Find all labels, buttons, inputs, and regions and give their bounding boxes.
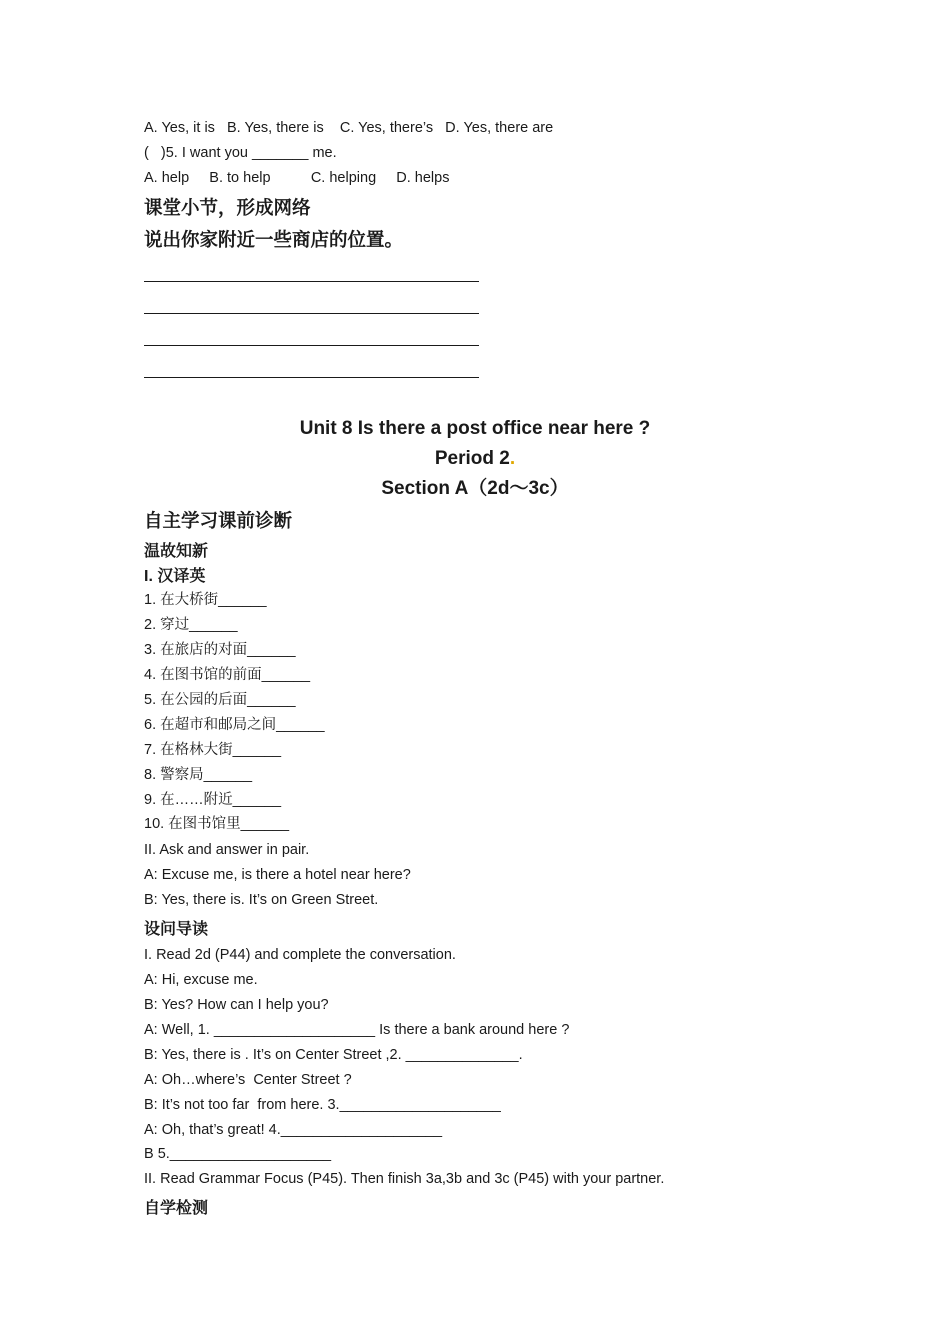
unit-title: Unit 8 Is there a post office near here ? xyxy=(299,418,651,439)
period-dot: . xyxy=(509,448,516,469)
answer-line-1 xyxy=(144,281,479,282)
review-heading: 温故知新 xyxy=(144,543,209,560)
translation-item: 6. 在超市和邮局之间______ xyxy=(144,717,325,733)
part1-heading: I. 汉译英 xyxy=(144,568,206,585)
translation-item: 1. 在大桥街______ xyxy=(144,592,267,608)
section-title: Section A（2d～3c） xyxy=(381,478,569,499)
answer-line-4 xyxy=(144,377,479,378)
period-label: Period 2 xyxy=(434,448,510,469)
answer-line-2 xyxy=(144,313,479,314)
conversation-line: A: Oh, that’s great! 4.____________________ xyxy=(144,1122,443,1138)
summary-prompt: 说出你家附近一些商店的位置。 xyxy=(144,229,404,250)
dialogue-line: B: Yes, there is. It’s on Green Street. xyxy=(144,892,379,908)
summary-heading: 课堂小节，形成网络 xyxy=(144,197,311,218)
part2-heading: II. Ask and answer in pair. xyxy=(144,842,310,858)
conversation-line: A: Oh…where’s Center Street ? xyxy=(144,1072,352,1088)
reading-task-heading: I. Read 2d (P44) and complete the conversation. xyxy=(144,947,456,963)
conversation-line: B: Yes, there is . It’s on Center Street ,2. ______________. xyxy=(144,1047,523,1063)
answer-line-3 xyxy=(144,345,479,346)
conversation-line: A: Well, 1. ____________________ Is there a bank around here ? xyxy=(144,1022,570,1038)
translation-item: 7. 在格林大街______ xyxy=(144,742,282,758)
translation-item: 5. 在公园的后面______ xyxy=(144,692,296,708)
translation-item: 4. 在图书馆的前面______ xyxy=(144,667,311,683)
grammar-task-heading: II. Read Grammar Focus (P45). Then finish 3a,3b and 3c (P45) with your partner. xyxy=(144,1171,665,1187)
translation-item: 2. 穿过______ xyxy=(144,617,238,633)
conversation-line: B 5.____________________ xyxy=(144,1146,332,1162)
conversation-line: B: It’s not too far from here. 3.____________________ xyxy=(144,1097,501,1113)
period-title xyxy=(0,447,950,471)
translation-item: 3. 在旅店的对面______ xyxy=(144,642,296,658)
conversation-line: B: Yes? How can I help you? xyxy=(144,997,329,1013)
q5-options: A. help B. to help C. helping D. helps xyxy=(144,170,450,186)
conversation-line: A: Hi, excuse me. xyxy=(144,972,258,988)
self-check-heading: 自学检测 xyxy=(144,1200,209,1217)
q5-question: ( )5. I want you _______ me. xyxy=(144,145,337,161)
q4-options: A. Yes, it is B. Yes, there is C. Yes, there’s D. Yes, there are xyxy=(144,120,554,136)
self-study-heading: 自主学习课前诊断 xyxy=(144,510,293,531)
translation-item: 9. 在……附近______ xyxy=(144,792,282,808)
guided-reading-heading: 设问导读 xyxy=(144,921,209,938)
translation-item: 10. 在图书馆里______ xyxy=(144,816,290,832)
translation-item: 8. 警察局______ xyxy=(144,767,253,783)
dialogue-line: A: Excuse me, is there a hotel near here? xyxy=(144,867,411,883)
